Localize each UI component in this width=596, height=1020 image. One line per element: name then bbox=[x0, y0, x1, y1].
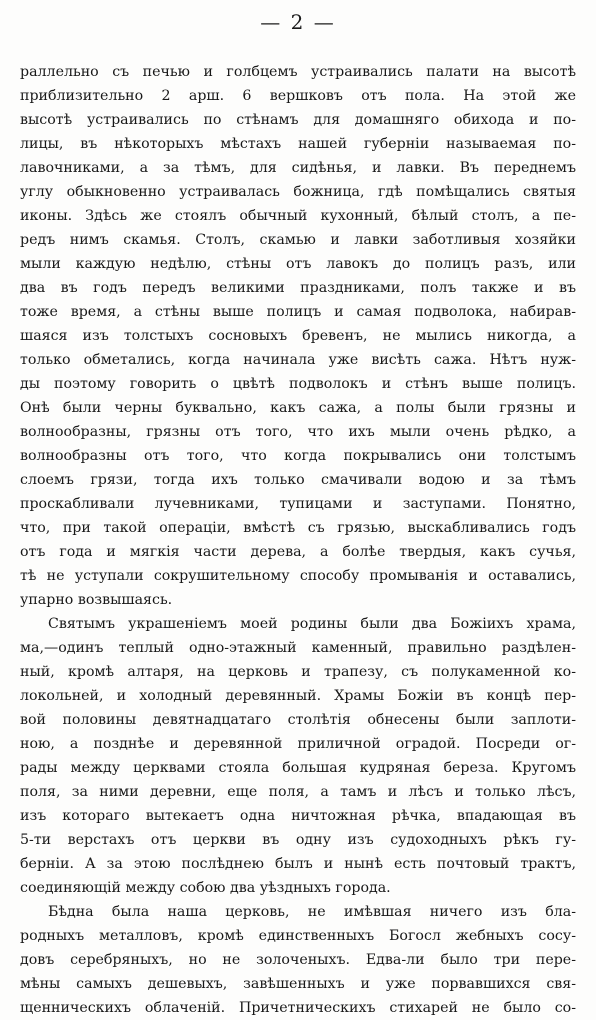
text-line: ный, кромѣ алтаря, на церковь и трапезу, съ полукаменной ко- bbox=[20, 664, 576, 680]
text-line: ды поэтому говорить о цвѣтѣ подволокъ и стѣнъ выше полицъ. bbox=[20, 376, 576, 392]
text-line: 5-ти верстахъ отъ церкви въ одну изъ судоходныхъ рѣкъ гу- bbox=[20, 832, 576, 848]
text-line: слоемъ грязи, тогда ихъ только смачивали водою и за тѣмъ bbox=[20, 472, 576, 488]
text-line: ною, а позднѣе и деревянной приличной оградой. Посреди ог- bbox=[20, 736, 576, 752]
text-line: проскабливали лучевниками, тупицами и заступами. Понятно, bbox=[20, 496, 576, 512]
text-line: редъ нимъ скамья. Столъ, скамью и лавки заботливыя хозяйки bbox=[20, 232, 576, 248]
text-line: отъ года и мягкія части дерева, а болѣе твердыя, какъ сучья, bbox=[20, 544, 576, 560]
text-line: углу обыкновенно устраивалась божница, гдѣ помѣщались святыя bbox=[20, 184, 576, 200]
text-line: рады между церквами стояла большая кудряная береза. Кругомъ bbox=[20, 760, 576, 776]
text-line: упарно возвышаясь. bbox=[20, 592, 173, 608]
text-line: высотѣ устраивались по стѣнамъ для домашняго обихода и по- bbox=[20, 112, 576, 128]
text-line: довъ серебряныхъ, но не золоченыхъ. Едва-ли было три пере- bbox=[20, 952, 576, 968]
text-line: мѣны самыхъ дешевыхъ, завѣшенныхъ и уже порвавшихся свя- bbox=[20, 976, 576, 992]
page-number: — 2 — bbox=[260, 10, 336, 34]
text-line: щенническихъ облаченій. Причетническихъ стихарей не было со- bbox=[20, 1000, 576, 1016]
text-line: берніи. А за этою послѣднею былъ и нынѣ есть почтовый трактъ, bbox=[20, 856, 576, 872]
text-line: Онѣ были черны буквально, какъ сажа, а полы были грязны и bbox=[20, 400, 576, 416]
text-line: только обметались, когда начинала уже висѣть сажа. Нѣтъ нуж- bbox=[20, 352, 576, 368]
text-line: ма,—одинъ теплый одно-этажный каменный, правильно раздѣлен- bbox=[20, 640, 576, 656]
text-line: приблизительно 2 арш. 6 вершковъ отъ пола. На этой же bbox=[20, 88, 576, 104]
text-line: мыли каждую недѣлю, стѣны отъ лавокъ до полицъ разъ, или bbox=[20, 256, 576, 272]
text-line: изъ котораго вытекаетъ одна ничтожная рѣчка, впадающая въ bbox=[20, 808, 576, 824]
text-line: раллельно съ печью и голбцемъ устраивались палати на высотѣ bbox=[20, 64, 576, 80]
text-line: лавочниками, а за тѣмъ, для сидѣнья, и лавки. Въ переднемъ bbox=[20, 160, 576, 176]
text-line: лицы, въ нѣкоторыхъ мѣстахъ нашей губерніи называемая по- bbox=[20, 136, 576, 152]
text-line: локольней, и холодный деревянный. Храмы Божіи въ концѣ пер- bbox=[20, 688, 576, 704]
text-line: соединяющій между собою два уѣздныхъ города. bbox=[20, 880, 391, 896]
text-line: два въ годъ передъ великими праздниками, полъ также и въ bbox=[20, 280, 576, 296]
text-line: тѣ не уступали сокрушительному способу промыванія и оставались, bbox=[20, 568, 576, 584]
text-line: иконы. Здѣсь же стоялъ обычный кухонный, бѣлый столъ, а пе- bbox=[20, 208, 576, 224]
paragraph-first-line: Бѣдна была наша церковь, не имѣвшая ничего изъ бла- bbox=[48, 904, 576, 920]
text-line: что, при такой операціи, вмѣстѣ съ грязью, выскабливались годъ bbox=[20, 520, 576, 536]
text-line: шаяся изъ толстыхъ сосновыхъ бревенъ, не мылись никогда, а bbox=[20, 328, 576, 344]
text-line: тоже время, а стѣны выше полицъ и самая подволока, набирав- bbox=[20, 304, 576, 320]
text-line: волнообразны отъ того, что когда покрывались они толстымъ bbox=[20, 448, 576, 464]
text-line: родныхъ металловъ, кромѣ единственныхъ Богосл жебныхъ сосу- bbox=[20, 928, 576, 944]
text-line: поля, за ними деревни, еще поля, а тамъ и лѣсъ и только лѣсъ, bbox=[20, 784, 576, 800]
text-line: вой половины девятнадцатаго столѣтія обнесены были заплоти- bbox=[20, 712, 576, 728]
text-line: волнообразны, грязны отъ того, что ихъ мыли очень рѣдко, а bbox=[20, 424, 576, 440]
paragraph-first-line: Святымъ украшеніемъ моей родины были два Божіихъ храма, bbox=[48, 616, 576, 632]
